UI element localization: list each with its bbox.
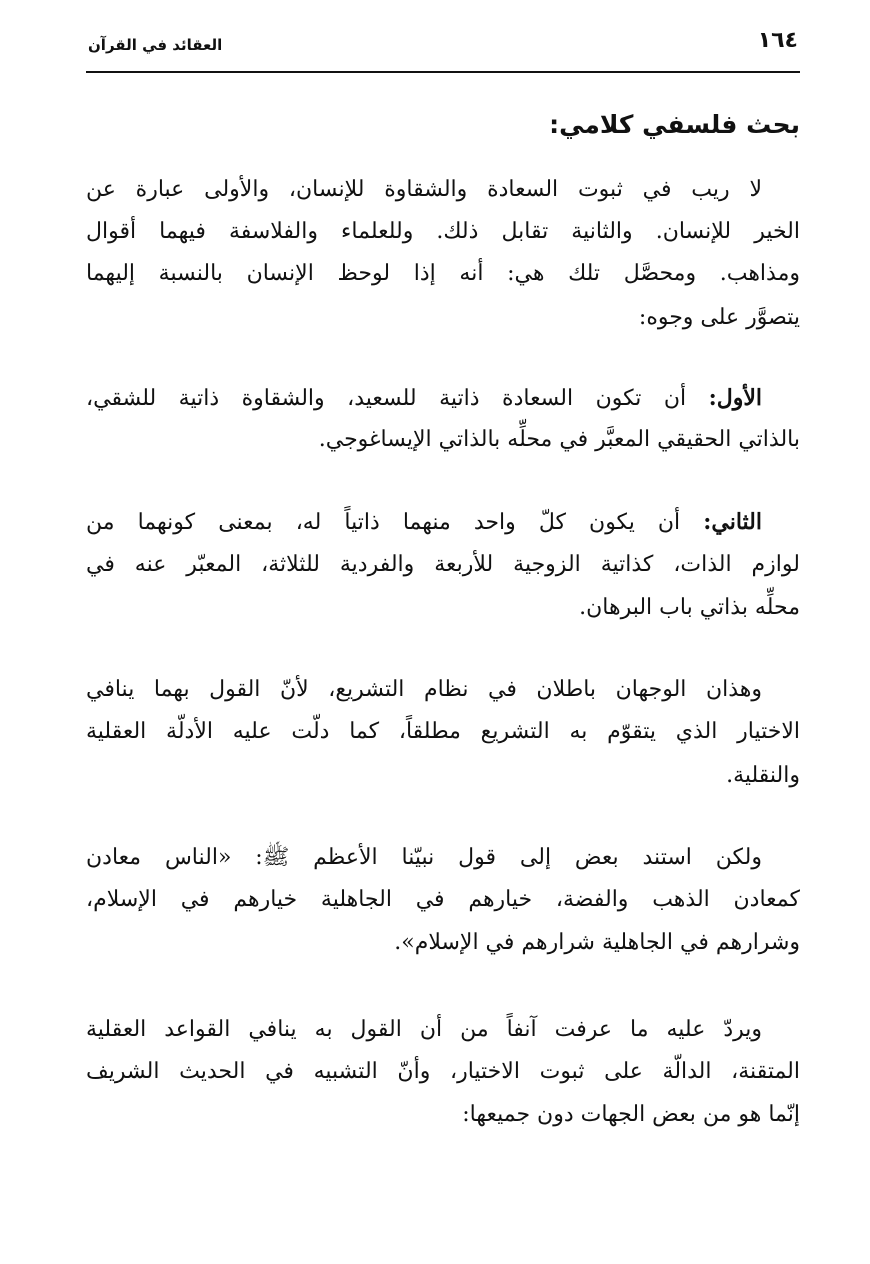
line-text: وهذان الوجهان باطلان في نظام التشريع، لأنّ القول بهما ينافي [86,677,762,702]
text-line [86,588,800,628]
text-line [86,1052,800,1092]
text-line [86,545,800,585]
text-line [86,670,800,710]
line-text: بالذاتي الحقيقي المعبَّر في محلِّه بالذاتي الإيساغوجي. [318,427,800,452]
text-line [86,1010,800,1050]
line-text: ويردّ عليه ما عرفت آنفاً من أن القول به ينافي القواعد العقلية [86,1017,762,1042]
line-text: يتصوَّر على وجوه: [638,305,800,330]
running-title: العقائد في القرآن [88,36,223,54]
line-text: لوازم الذات، كذاتية الزوجية للأربعة والفردية للثلاثة، المعبّر عنه في [86,552,800,577]
paragraph-lead: الأول: [708,385,762,411]
line-text: ومذاهب. ومحصَّل تلك هي: أنه إذا لوحظ الإنسان بالنسبة إليهما [86,261,800,286]
text-line [86,378,800,418]
text-line [86,712,800,752]
text-line [86,502,800,542]
line-text: وشرارهم في الجاهلية شرارهم في الإسلام». [394,930,800,955]
line-text: أن يكون كلّ واحد منهما ذاتياً له، بمعنى كونهما من [86,510,704,535]
text-line [86,170,800,210]
text-line [86,923,800,963]
text-line [86,880,800,920]
header-rule [86,71,800,73]
text-line [86,756,800,796]
line-text: إنّما هو من بعض الجهات دون جميعها: [462,1102,800,1127]
line-text: المتقنة، الدالّة على ثبوت الاختيار، وأنّ التشبيه في الحديث الشريف [86,1059,800,1084]
line-text: لا ريب في ثبوت السعادة والشقاوة للإنسان، والأولى عبارة عن [86,177,762,202]
text-line [86,254,800,294]
text-line [86,298,800,338]
page-number: ١٦٤ [757,28,798,53]
line-text: أن تكون السعادة ذاتية للسعيد، والشقاوة ذاتية للشقي، [86,386,709,411]
text-line [86,420,800,460]
line-text: الاختيار الذي يتقوّم به التشريع مطلقاً، كما دلّت عليه الأدلّة العقلية [86,719,800,744]
paragraph-lead: الثاني: [703,509,762,535]
line-text: كمعادن الذهب والفضة، خيارهم في الجاهلية خيارهم في الإسلام، [86,887,800,912]
line-text: والنقلية. [726,763,800,788]
text-line [86,1095,800,1135]
text-line [86,838,800,878]
line-text: الخير للإنسان. والثانية تقابل ذلك. وللعلماء والفلاسفة فيهما أقوال [86,219,800,244]
line-text: محلِّه بذاتي باب البرهان. [579,595,800,620]
line-text: ولكن استند بعض إلى قول نبيّنا الأعظم ﷺ: «الناس معادن [86,845,762,870]
text-line [86,212,800,252]
section-title: بحث فلسفي كلامي: [549,110,800,139]
